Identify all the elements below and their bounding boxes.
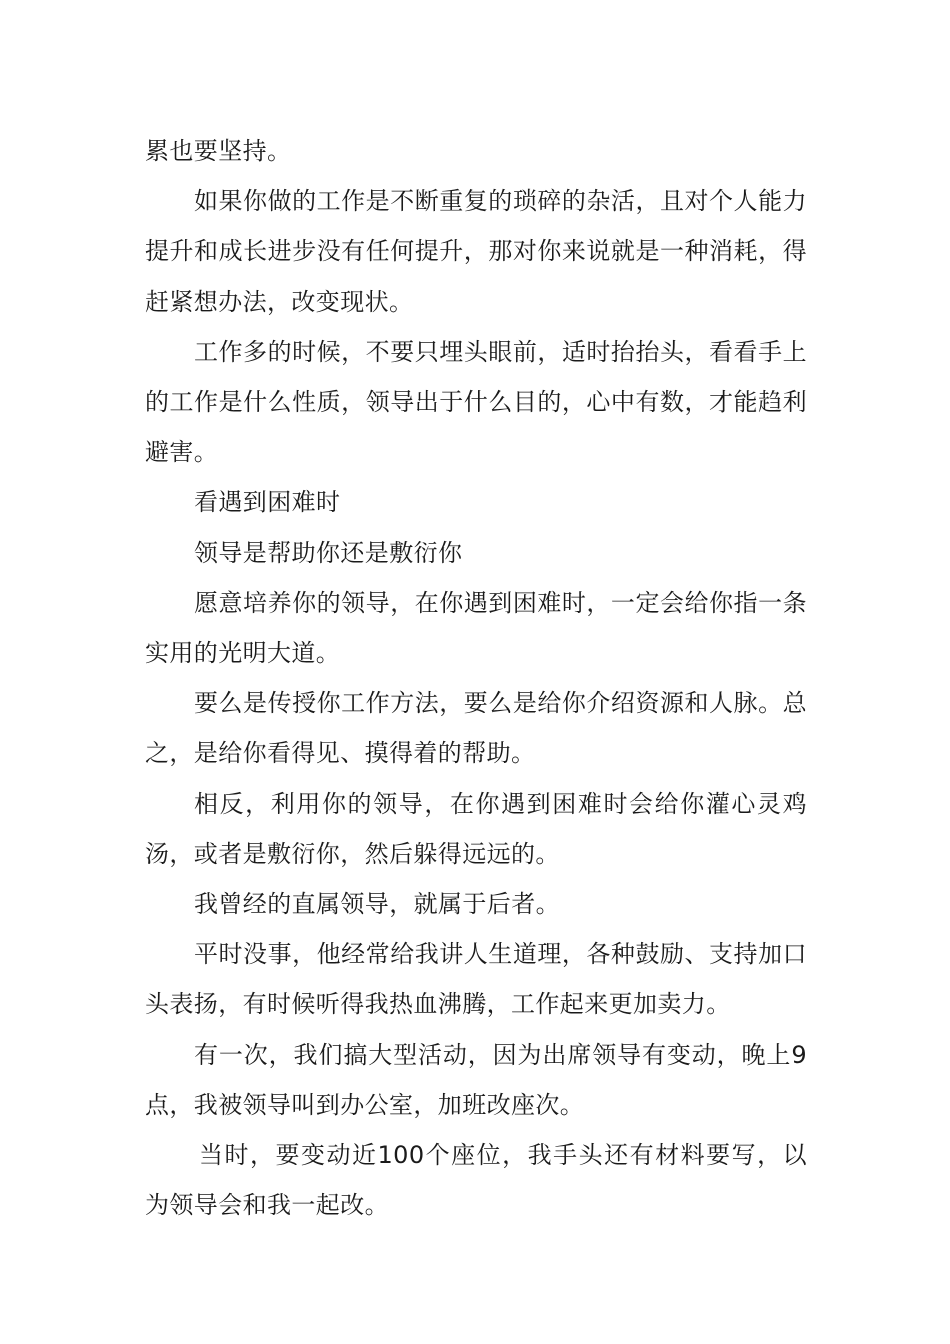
document-body: [145, 126, 807, 1230]
paragraph: 当时，要变动近100个座位，我手头还有材料要写，以为领导会和我一起改。: [145, 1141, 807, 1220]
paragraph: 平时没事，他经常给我讲人生道理，各种鼓励、支持加口头表扬，有时候听得我热血沸腾，工作起来更加卖力。: [145, 940, 807, 1019]
paragraph: 有一次，我们搞大型活动，因为出席领导有变动，晚上9点，我被领导叫到办公室，加班改座次。: [145, 1040, 807, 1119]
paragraph: 愿意培养你的领导，在你遇到困难时，一定会给你指一条实用的光明大道。: [145, 588, 807, 668]
paragraph: 工作多的时候，不要只埋头眼前，适时抬抬头，看看手上的工作是什么性质，领导出于什么目的，心中有数，才能趋利避害。: [145, 337, 807, 467]
section-subheading: 领导是帮助你还是敷衍你: [194, 538, 463, 567]
section-heading: 看遇到困难时: [194, 488, 341, 517]
paragraph: 要么是传授你工作方法，要么是给你介绍资源和人脉。总之，是给你看得见、摸得着的帮助。: [145, 689, 807, 768]
paragraph: 我曾经的直属领导，就属于后者。: [194, 890, 560, 919]
paragraph-continuation: 累也要坚持。: [145, 137, 292, 165]
paragraph: 相反，利用你的领导，在你遇到困难时会给你灌心灵鸡汤，或者是敷衍你，然后躲得远远的。: [145, 789, 807, 868]
paragraph: 如果你做的工作是不断重复的琐碎的杂活，且对个人能力提升和成长进步没有任何提升，那对你来说就是一种消耗，得赶紧想办法，改变现状。: [145, 187, 807, 316]
